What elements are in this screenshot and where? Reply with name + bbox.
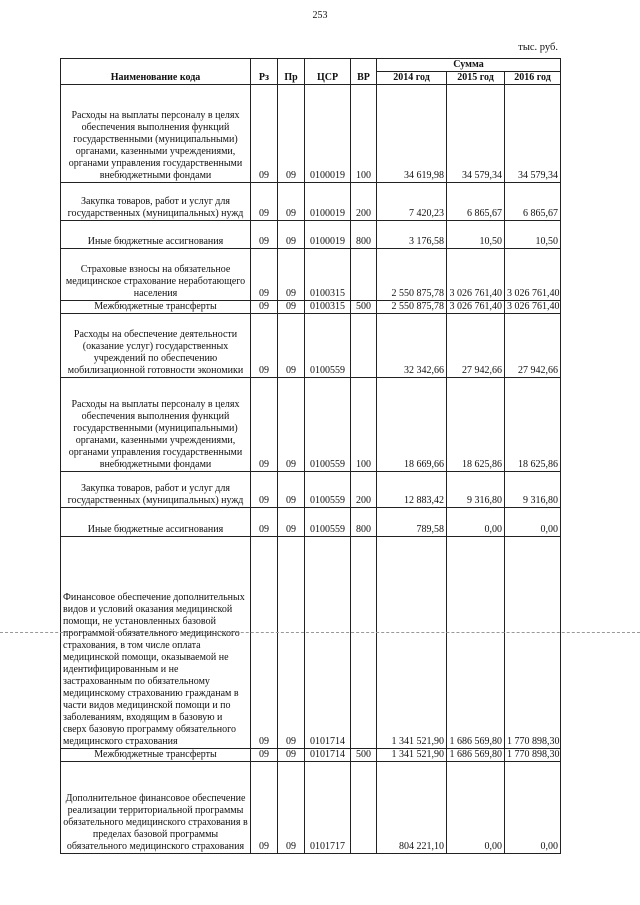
table-row	[61, 249, 561, 301]
row-value-2014: 2 550 875,78	[377, 249, 447, 301]
table-row	[61, 762, 561, 854]
row-pr: 09	[278, 85, 305, 183]
row-value-2014: 3 176,58	[377, 221, 447, 249]
row-rz: 09	[251, 749, 278, 762]
header-row	[61, 59, 561, 72]
row-value-2015: 3 026 761,40	[447, 301, 505, 314]
row-vr: 800	[351, 221, 377, 249]
budget-table	[60, 58, 561, 854]
row-value-2015: 27 942,66	[447, 314, 505, 378]
table-row	[61, 314, 561, 378]
row-vr	[351, 249, 377, 301]
row-rz: 09	[251, 314, 278, 378]
row-vr: 500	[351, 301, 377, 314]
header-year-2016: 2016 год	[505, 72, 561, 85]
row-csr: 0101717	[305, 762, 351, 854]
row-value-2015: 3 026 761,40	[447, 249, 505, 301]
row-name: Расходы на обеспечение деятельности (оказание услуг) государственных учреждений по обеспечению мобилизационной готовности экономики	[61, 314, 251, 378]
row-name: Расходы на выплаты персоналу в целях обеспечения выполнения функций государственными (муниципальными) органами, казенными учреждениями, органами управления государственными внебюджетными фондами	[61, 85, 251, 183]
row-value-2014: 1 341 521,90	[377, 537, 447, 749]
table-row	[61, 378, 561, 472]
row-value-2016: 10,50	[505, 221, 561, 249]
row-rz: 09	[251, 221, 278, 249]
row-pr: 09	[278, 183, 305, 221]
row-name: Финансовое обеспечение дополнительных видов и условий оказания медицинской помощи, не установленных базовой программой обязательного медицинского страхования, в том числе оплата медицинской помощи, оказываемой не идентифицированным и не застрахованным по обязательному медицинскому страхованию гражданам в части видов медицинской помощи и по заболеваниям, входящим в базовую и сверх базовую программу обязательного медицинского страхования	[61, 537, 251, 749]
row-value-2016: 1 770 898,30	[505, 537, 561, 749]
row-vr	[351, 537, 377, 749]
row-value-2015: 9 316,80	[447, 472, 505, 508]
row-csr: 0100315	[305, 301, 351, 314]
row-vr: 200	[351, 183, 377, 221]
row-value-2015: 34 579,34	[447, 85, 505, 183]
row-pr: 09	[278, 221, 305, 249]
row-vr: 500	[351, 749, 377, 762]
scan-fold-line	[0, 632, 640, 633]
row-name: Межбюджетные трансферты	[61, 749, 251, 762]
row-pr: 09	[278, 378, 305, 472]
table-row	[61, 537, 561, 749]
unit-note: тыс. руб.	[518, 42, 558, 53]
row-pr: 09	[278, 301, 305, 314]
row-value-2016: 34 579,34	[505, 85, 561, 183]
row-name: Дополнительное финансовое обеспечение реализации территориальной программы обязательного медицинского страхования в пределах базовой программы обязательного медицинского страхования	[61, 762, 251, 854]
row-pr: 09	[278, 508, 305, 537]
row-rz: 09	[251, 762, 278, 854]
row-csr: 0100019	[305, 183, 351, 221]
row-value-2014: 804 221,10	[377, 762, 447, 854]
table-row	[61, 183, 561, 221]
row-value-2014: 12 883,42	[377, 472, 447, 508]
row-value-2016: 9 316,80	[505, 472, 561, 508]
row-value-2016: 18 625,86	[505, 378, 561, 472]
header-rz: Рз	[251, 59, 278, 85]
row-value-2016: 3 026 761,40	[505, 301, 561, 314]
row-name: Иные бюджетные ассигнования	[61, 508, 251, 537]
table-row	[61, 472, 561, 508]
row-csr: 0100559	[305, 472, 351, 508]
row-pr: 09	[278, 249, 305, 301]
row-name: Страховые взносы на обязательное медицинское страхование неработающего населения	[61, 249, 251, 301]
row-value-2016: 0,00	[505, 762, 561, 854]
row-value-2014: 34 619,98	[377, 85, 447, 183]
row-vr: 100	[351, 378, 377, 472]
row-value-2014: 789,58	[377, 508, 447, 537]
header-name: Наименование кода	[61, 59, 251, 85]
row-value-2015: 18 625,86	[447, 378, 505, 472]
table-row	[61, 221, 561, 249]
row-value-2015: 10,50	[447, 221, 505, 249]
header-vr: ВР	[351, 59, 377, 85]
row-value-2016: 6 865,67	[505, 183, 561, 221]
row-csr: 0101714	[305, 537, 351, 749]
header-year-2015: 2015 год	[447, 72, 505, 85]
row-pr: 09	[278, 472, 305, 508]
row-name: Межбюджетные трансферты	[61, 301, 251, 314]
row-pr: 09	[278, 749, 305, 762]
row-value-2014: 32 342,66	[377, 314, 447, 378]
row-value-2016: 27 942,66	[505, 314, 561, 378]
row-value-2015: 6 865,67	[447, 183, 505, 221]
row-name: Закупка товаров, работ и услуг для государственных (муниципальных) нужд	[61, 472, 251, 508]
row-value-2015: 1 686 569,80	[447, 749, 505, 762]
row-pr: 09	[278, 314, 305, 378]
table-row	[61, 85, 561, 183]
table-row	[61, 508, 561, 537]
row-rz: 09	[251, 85, 278, 183]
row-vr	[351, 314, 377, 378]
row-rz: 09	[251, 378, 278, 472]
row-csr: 0100315	[305, 249, 351, 301]
row-pr: 09	[278, 762, 305, 854]
row-value-2016: 3 026 761,40	[505, 249, 561, 301]
row-pr: 09	[278, 537, 305, 749]
row-name: Закупка товаров, работ и услуг для государственных (муниципальных) нужд	[61, 183, 251, 221]
row-csr: 0100019	[305, 85, 351, 183]
row-csr: 0100559	[305, 314, 351, 378]
header-year-2014: 2014 год	[377, 72, 447, 85]
header-pr: Пр	[278, 59, 305, 85]
row-value-2016: 1 770 898,30	[505, 749, 561, 762]
row-csr: 0101714	[305, 749, 351, 762]
header-sum: Сумма	[377, 59, 561, 72]
row-value-2016: 0,00	[505, 508, 561, 537]
row-value-2014: 18 669,66	[377, 378, 447, 472]
row-value-2015: 0,00	[447, 508, 505, 537]
row-csr: 0100559	[305, 378, 351, 472]
row-csr: 0100559	[305, 508, 351, 537]
row-rz: 09	[251, 183, 278, 221]
page-number: 253	[312, 10, 328, 21]
row-value-2014: 1 341 521,90	[377, 749, 447, 762]
row-rz: 09	[251, 537, 278, 749]
row-value-2015: 0,00	[447, 762, 505, 854]
row-value-2014: 7 420,23	[377, 183, 447, 221]
row-vr: 100	[351, 85, 377, 183]
table-row	[61, 301, 561, 314]
header-csr: ЦСР	[305, 59, 351, 85]
row-value-2015: 1 686 569,80	[447, 537, 505, 749]
row-csr: 0100019	[305, 221, 351, 249]
row-vr: 200	[351, 472, 377, 508]
row-rz: 09	[251, 472, 278, 508]
row-value-2014: 2 550 875,78	[377, 301, 447, 314]
row-name: Иные бюджетные ассигнования	[61, 221, 251, 249]
table-row	[61, 749, 561, 762]
row-rz: 09	[251, 249, 278, 301]
row-vr: 800	[351, 508, 377, 537]
row-rz: 09	[251, 508, 278, 537]
row-vr	[351, 762, 377, 854]
row-rz: 09	[251, 301, 278, 314]
row-name: Расходы на выплаты персоналу в целях обеспечения выполнения функций государственными (муниципальными) органами, казенными учреждениями, органами управления государственными внебюджетными фондами	[61, 378, 251, 472]
